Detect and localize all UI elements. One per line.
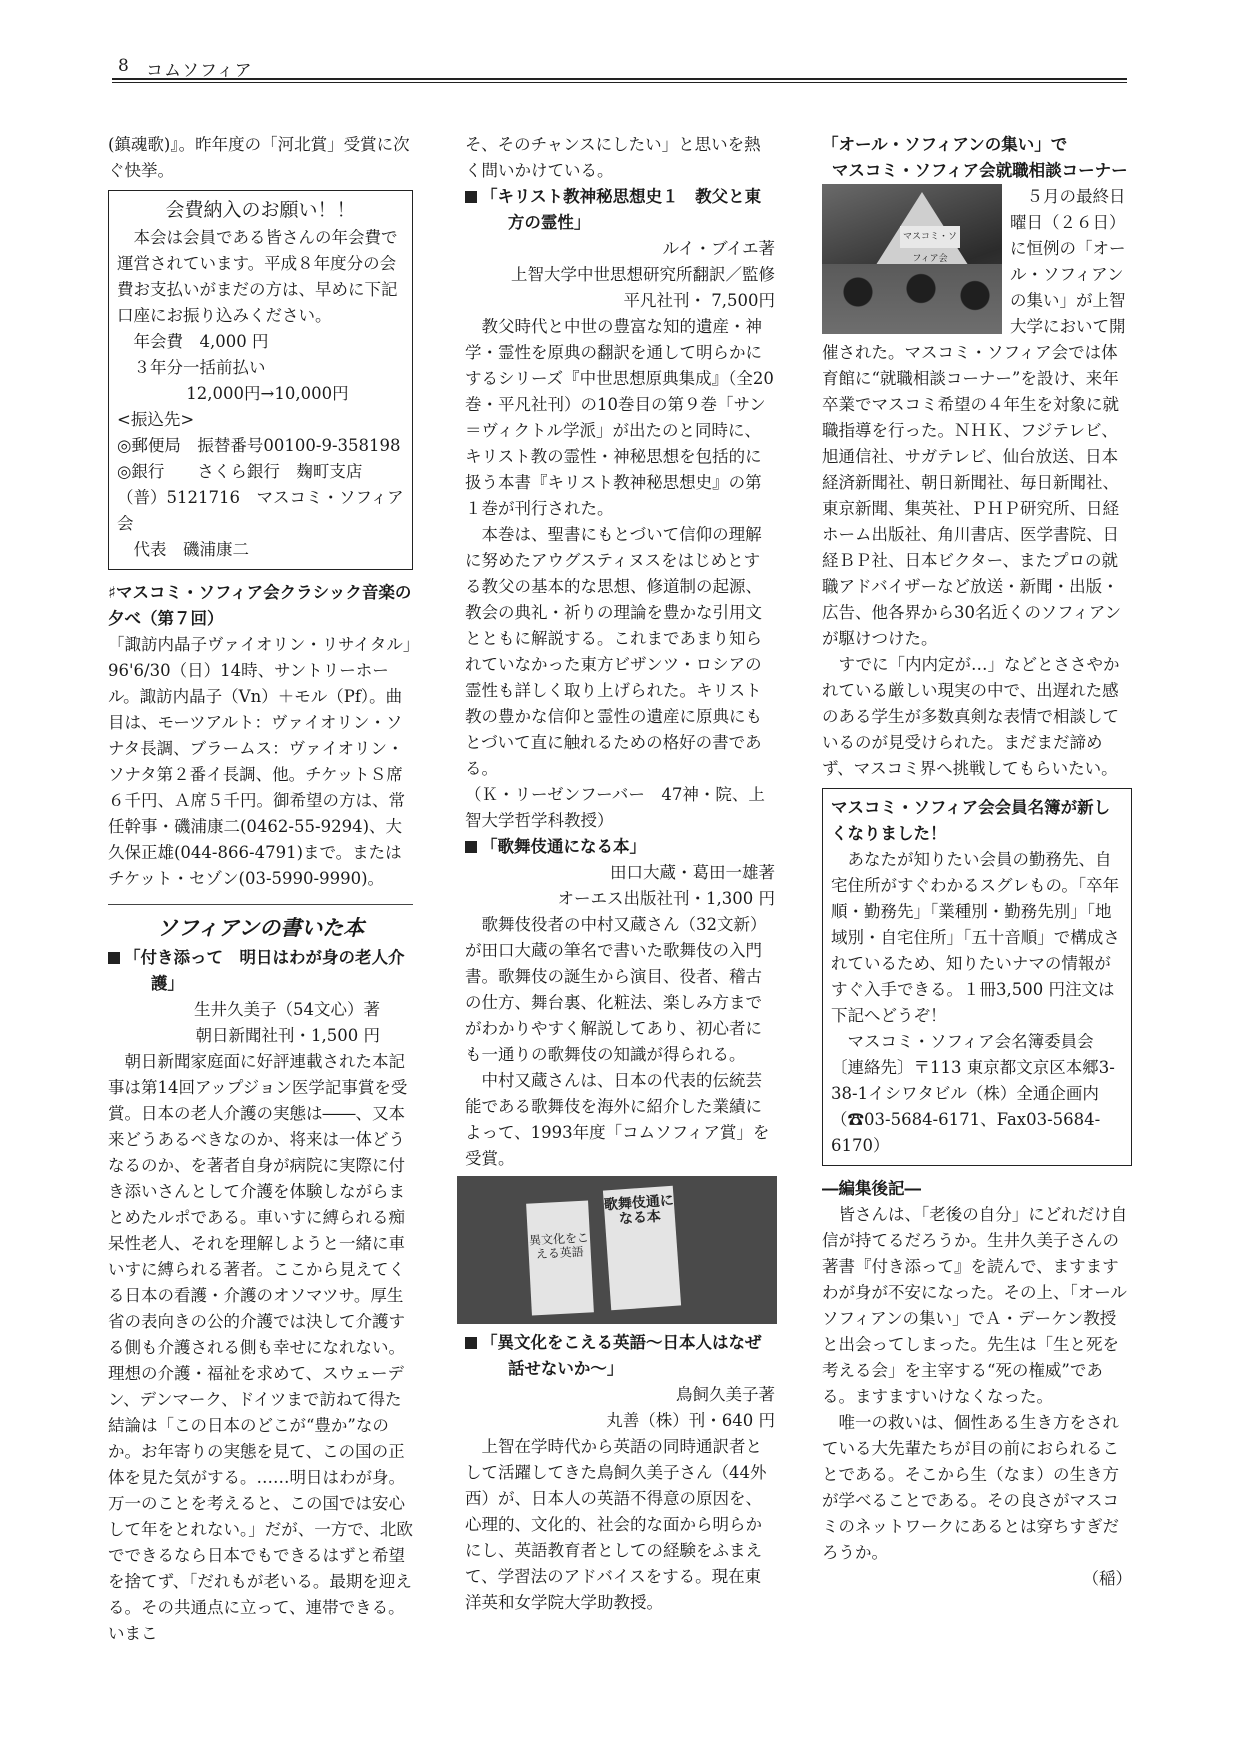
representative: 代表 磯浦康二 (133, 540, 249, 559)
book3-paragraph-2: 中村又蔵さんは、日本の代表的伝統芸能である歌舞伎を海外に紹介した業績によって、1993年度「コムソフィア賞」を受賞。 (465, 1071, 770, 1168)
event-paragraph-2: すでに「内内定が…」などとささやかれている厳しい現実の中で、出遅れた感のある学生が多数真剣な表情で相談しているのが見受けられた。まだまだ諦めず、マスコミ界へ挑戦してもらいたい。 (822, 655, 1120, 778)
fee-notice-box (108, 190, 413, 570)
bulk-line: ３年分一括前払い (133, 358, 266, 377)
book2-paragraph-1: 教父時代と中世の豊富な知的遺産・神学・霊性を原典の翻訳を通して明らかにするシリーズ『中世思想原典集成』（全20巻・平凡社刊）の10巻目の第９巻「サン＝ヴィクトル学派」が出たのと同時に、キリスト教の霊性・神秘思想を包括的に扱う本書『キリスト教神秘思想史』の第１巻が刊行された。 (465, 317, 774, 518)
event-title-2: マスコミ・ソフィア会就職相談コーナー (831, 161, 1128, 180)
event-photo-sign: マスコミ・ソフィア会 (900, 226, 960, 248)
concert-body: 「諏訪内晶子ヴァイオリン・リサイタル」96'6/30（日）14時、サントリーホール。諏訪内晶子（Vn）＋モル（Pf）。曲目は、モーツアルト：ヴァイオリン・ソナタ長調、ブラームス：ヴァイオリン・ソナタ第２番イ長調、他。チケットＳ席６千円、Ａ席５千円。御希望の方は、常任幹事・磯浦康二(0462-55-9294)、大久保正雄(044-866-4791)まで。またはチケット・セゾン(03-5990-9990)。 (108, 635, 412, 888)
header-rule (112, 78, 1127, 80)
book-covers-photo (457, 1176, 777, 1324)
book2-author: ルイ・ブイエ著 (662, 239, 775, 258)
square-bullet-icon (465, 1337, 477, 1349)
roster-body: あなたが知りたい会員の勤務先、自宅住所がすぐわかるスグレもの。「卒年順・勤務先」「業種別・勤務先別」「地域別・自宅住所」「五十音順」で構成されているため、知りたいナマの情報がすぐ入手できる。１冊3,500 円注文は下記へどうぞ！ (831, 850, 1120, 1025)
book2-translator: 上智大学中世思想研究所翻訳／監修 (511, 265, 775, 284)
event-photo (822, 184, 1002, 334)
roster-contact: 〔連絡先〕〒113 東京都文京区本郷3-38-1イシワタビル（株）全通企画内 (831, 1058, 1115, 1103)
book3-paragraph-1: 歌舞伎役者の中村又蔵さん（32文新）が田口大蔵の筆名で書いた歌舞伎の入門書。歌舞伎の誕生から演目、役者、稽古の仕方、舞台裏、化粧法、楽しみ方までがわかりやすく解説してあり、初心者にも一通りの歌舞伎の知識が得られる。 (465, 915, 767, 1064)
roster-box (822, 788, 1132, 1166)
page-number: 8 (118, 56, 129, 76)
book3-publisher: オーエス出版社刊・1,300 円 (557, 889, 775, 908)
column-3 (822, 132, 1132, 1592)
book3-author: 田口大蔵・葛田一雄著 (610, 863, 775, 882)
book4-body: 上智在学時代から英語の同時通訳者として活躍してきた鳥飼久美子さん（44外西）が、日本人の英語不得意の原因を、心理的、文化的、社会的な面から明らかにし、英語教育者としての経験をふまえて、学習法のアドバイスをする。現在東洋英和女学院大学助教授。 (465, 1437, 767, 1612)
square-bullet-icon (108, 952, 120, 964)
editor-signature: （稲） (1082, 1569, 1132, 1588)
editor-title: ―編集後記― (822, 1179, 921, 1198)
book4-publisher: 丸善（株）刊・640 円 (606, 1411, 775, 1430)
book2-paragraph-2: 本巻は、聖書にもとづいて信仰の理解に努めたアウグスティヌスをはじめとする教父の基本的な思想、修道制の起源、教会の典礼・祈りの理論を豊かな引用文とともに解説する。これまであまり知られていなかった東方ビザンツ・ロシアの霊性も詳しく取り上げられた。キリスト教の豊かな信仰と霊性の遺産に原典にもとづいて直に触れるための格好の書である。 (465, 525, 762, 778)
book1-publisher: 朝日新聞社刊・1,500 円 (195, 1026, 380, 1045)
fee-notice-title: 会費納入のお願い！！ (165, 199, 356, 221)
event-photo-crowd (822, 264, 1002, 334)
postal-account: ◎郵便局 振替番号00100-9-358198 (117, 436, 401, 455)
column-2 (465, 132, 775, 1616)
book-cover-kabuki: 歌舞伎通になる本 (603, 1186, 681, 1311)
column-1 (108, 132, 413, 1647)
square-bullet-icon (465, 841, 477, 853)
continued-text: そ、そのチャンスにしたい」と思いを熱く問いかけている。 (465, 135, 761, 180)
square-bullet-icon (465, 191, 477, 203)
editor-paragraph-1: 皆さんは、「老後の自分」にどれだけ自信が持てるだろうか。生井久美子さんの著書『付き添って』を読んで、ますますわが身が不安になった。その上、「オールソフィアンの集い」でＡ・デーケン教授と出会ってしまった。先生は「生と死を考える会」を主宰する“死の権威”である。ますますいけなくなった。 (822, 1205, 1128, 1406)
event-title-1: 「オール・ソフィアンの集い」で (822, 135, 1068, 154)
bank-account: ◎銀行 さくら銀行 麹町支店 (117, 462, 363, 481)
roster-title: マスコミ・ソフィア会会員名簿が新しくなりました！ (831, 798, 1111, 843)
section-title: ソフィアンの書いた本 (156, 915, 365, 940)
header-rule-thin (112, 82, 1127, 83)
book4-author: 鳥飼久美子著 (676, 1385, 775, 1404)
transfer-heading: <振込先> (117, 410, 195, 429)
section-divider (108, 904, 413, 905)
book1-author: 生井久美子（54文心）著 (194, 1000, 380, 1019)
fee-notice-body: 本会は会員である皆さんの年会費で運営されています。平成８年度分の会費お支払いがまだの方は、早めに下記口座にお振り込みください。 (117, 228, 398, 325)
account-number: （普）5121716 マスコミ・ソフィア会 (117, 488, 404, 533)
roster-committee: マスコミ・ソフィア会名簿委員会 (847, 1032, 1094, 1051)
bulk-price: 12,000円→10,000円 (186, 384, 349, 403)
book2-note: （Ｋ・リーゼンフーバー 47神・院、上智大学哲学科教授） (465, 785, 765, 830)
book2-title: 「キリスト教神秘思想史１ 教父と東方の霊性」 (465, 184, 775, 236)
editor-paragraph-2: 唯一の救いは、個性ある生き方をされている大先輩たちが目の前におられることである。そこから生（なま）の生き方が学べることである。その良さがマスコミのネットワークにあるとは穿ちすぎだろうか。 (822, 1413, 1119, 1562)
intro-text: (鎮魂歌)』。昨年度の「河北賞」受賞に次ぐ快挙。 (108, 135, 410, 180)
roster-phone: （☎03-5684-6171、Fax03-5684-6170） (831, 1110, 1101, 1155)
book1-body: 朝日新聞家庭面に好評連載された本記事は第14回アップジョン医学記事賞を受賞。日本の老人介護の実態は――、又本来どうあるべきなのか、将来は一体どうなるのか、を著者自身が病院に実際に付き添いさんとして介護を体験しながらまとめたルポである。車いすに縛られる痴呆性老人、それを理解しようと一緒に車いすに縛られる著者。ここから見えてくる日本の看護・介護のオソマツサ。厚生省の表向きの公的介護では決して介護する側も介護される側も幸せになれない。理想の介護・福祉を求めて、スウェーデン、デンマーク、ドイツまで訪ねて得た結論は「この日本のどこが“豊か”なのか。お年寄りの実態を見て、この国の正体を見た気がする。……明日はわが身。万一のことを考えると、この国では安心して年をとれない。」だが、一方で、北欧でできるなら日本でもできるはずと希望を捨てず、「だれもが老いる。最期を迎える。その共通点に立って、連帯できる。いまこ (108, 1052, 413, 1643)
book1-title: 「付き添って 明日はわが身の老人介護」 (108, 945, 413, 997)
fee-line: 年会費 4,000 円 (133, 332, 269, 351)
event-paragraph-1: ５月の最終日曜日（２６日）に恒例の「オール・ソフィアンの集い」が上智大学において開催された。マスコミ・ソフィア会では体育館に“就職相談コーナー”を設け、来年卒業でマスコミ希望の４年生を対象に就職指導を行った。ＮＨＫ、フジテレビ、旭通信社、サガテレビ、仙台放送、日本経済新聞社、朝日新聞社、毎日新聞社、東京新聞、集英社、ＰＨＰ研究所、日経ホーム出版社、角川書店、医学書院、日経ＢＰ社、日本ビクター、またプロの就職アドバイザーなど放送・新聞・出版・広告、他各界から30名近くのソフィアンが駆けつけた。 (822, 187, 1126, 648)
book3-title: 「歌舞伎通になる本」 (465, 834, 775, 860)
newsletter-title: コムソフィア (146, 61, 253, 81)
book2-publisher: 平凡社刊・ 7,500円 (623, 291, 775, 310)
book-cover-english: 異文化をこえる英語 (526, 1200, 594, 1315)
book4-title: 「異文化をこえる英語～日本人はなぜ話せないか～」 (465, 1330, 775, 1382)
concert-title: ♯マスコミ・ソフィア会クラシック音楽の夕べ（第７回） (108, 583, 412, 628)
